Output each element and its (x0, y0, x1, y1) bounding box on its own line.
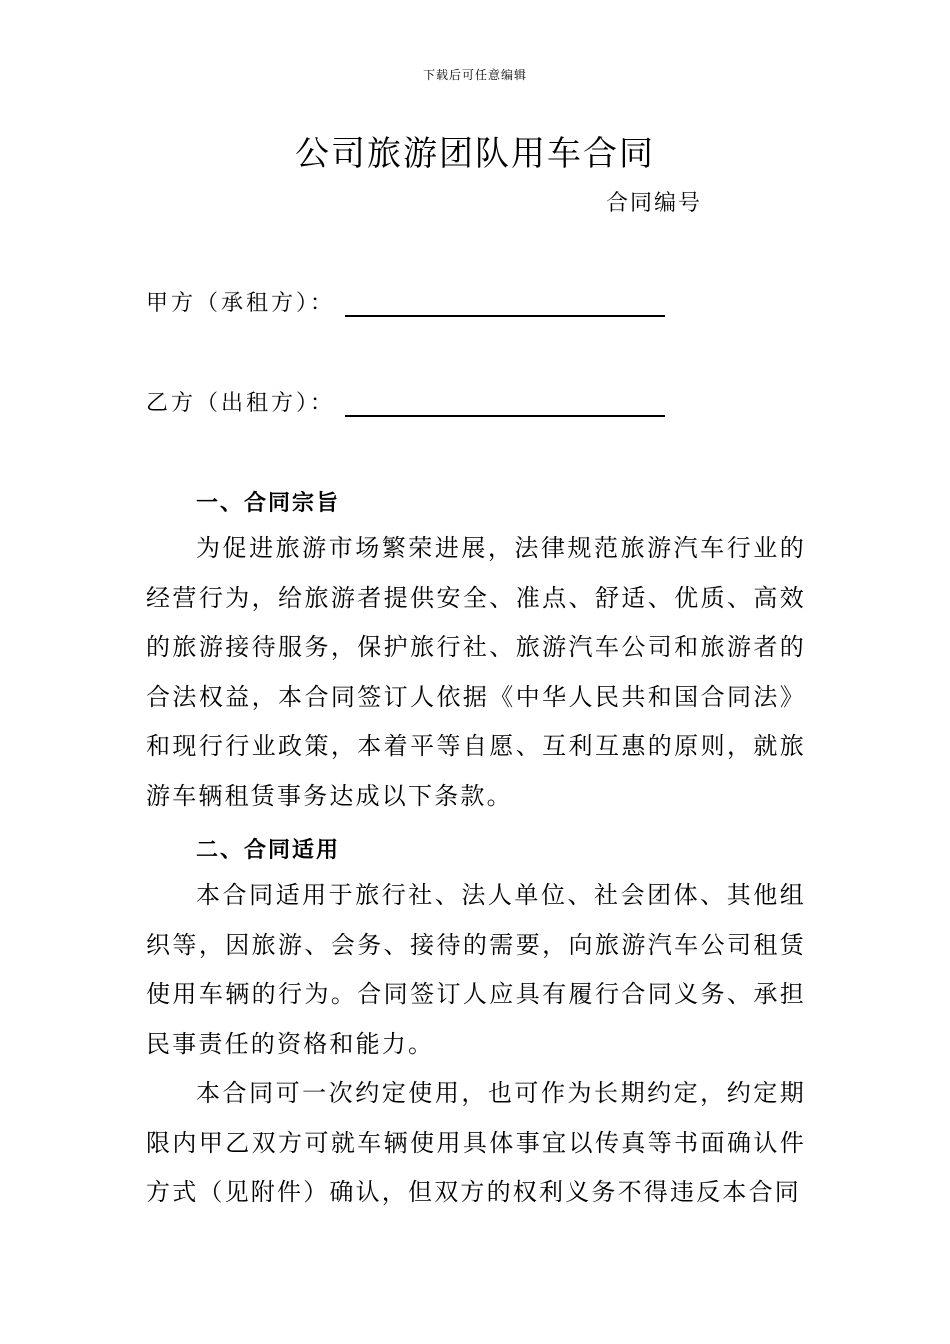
party-a-blank-line[interactable] (345, 291, 665, 317)
document-title: 公司旅游团队用车合同 (295, 134, 655, 174)
section-heading: 一、合同宗旨 (196, 491, 341, 516)
header-note: 下载后可任意编辑 (422, 68, 527, 82)
section-paragraph: 本合同可一次约定使用，也可作为长期约定，约定期限内甲乙双方可就车辆使用具体事宜以传真等书面确认件方式（见附件）确认，但双方的权利义务不得违反本合同 (146, 1079, 806, 1207)
party-b-row (146, 386, 665, 417)
section-paragraph: 为促进旅游市场繁荣进展，法律规范旅游汽车行业的经营行为，给旅游者提供安全、准点、舒适、优质、高效的旅游接待服务，保护旅行社、旅游汽车公司和旅游者的合法权益，本合同签订人依据《中华人民共和国合同法》和现行行业政策，本着平等自愿、互利互惠的原则，就旅游车辆租赁事务达成以下条款。 (146, 534, 806, 810)
party-a-label: 甲方（承租方）： (146, 291, 336, 316)
party-a-row (146, 286, 665, 317)
section-heading: 二、合同适用 (196, 838, 341, 863)
section-paragraph: 本合同适用于旅行社、法人单位、社会团体、其他组织等，因旅游、会务、接待的需要，向旅游汽车公司租赁使用车辆的行为。合同签订人应具有履行合同义务、承担民事责任的资格和能力。 (146, 881, 806, 1058)
contract-number-label: 合同编号 (606, 191, 703, 216)
party-b-blank-line[interactable] (345, 391, 665, 417)
party-b-label: 乙方（出租方）： (146, 391, 336, 416)
